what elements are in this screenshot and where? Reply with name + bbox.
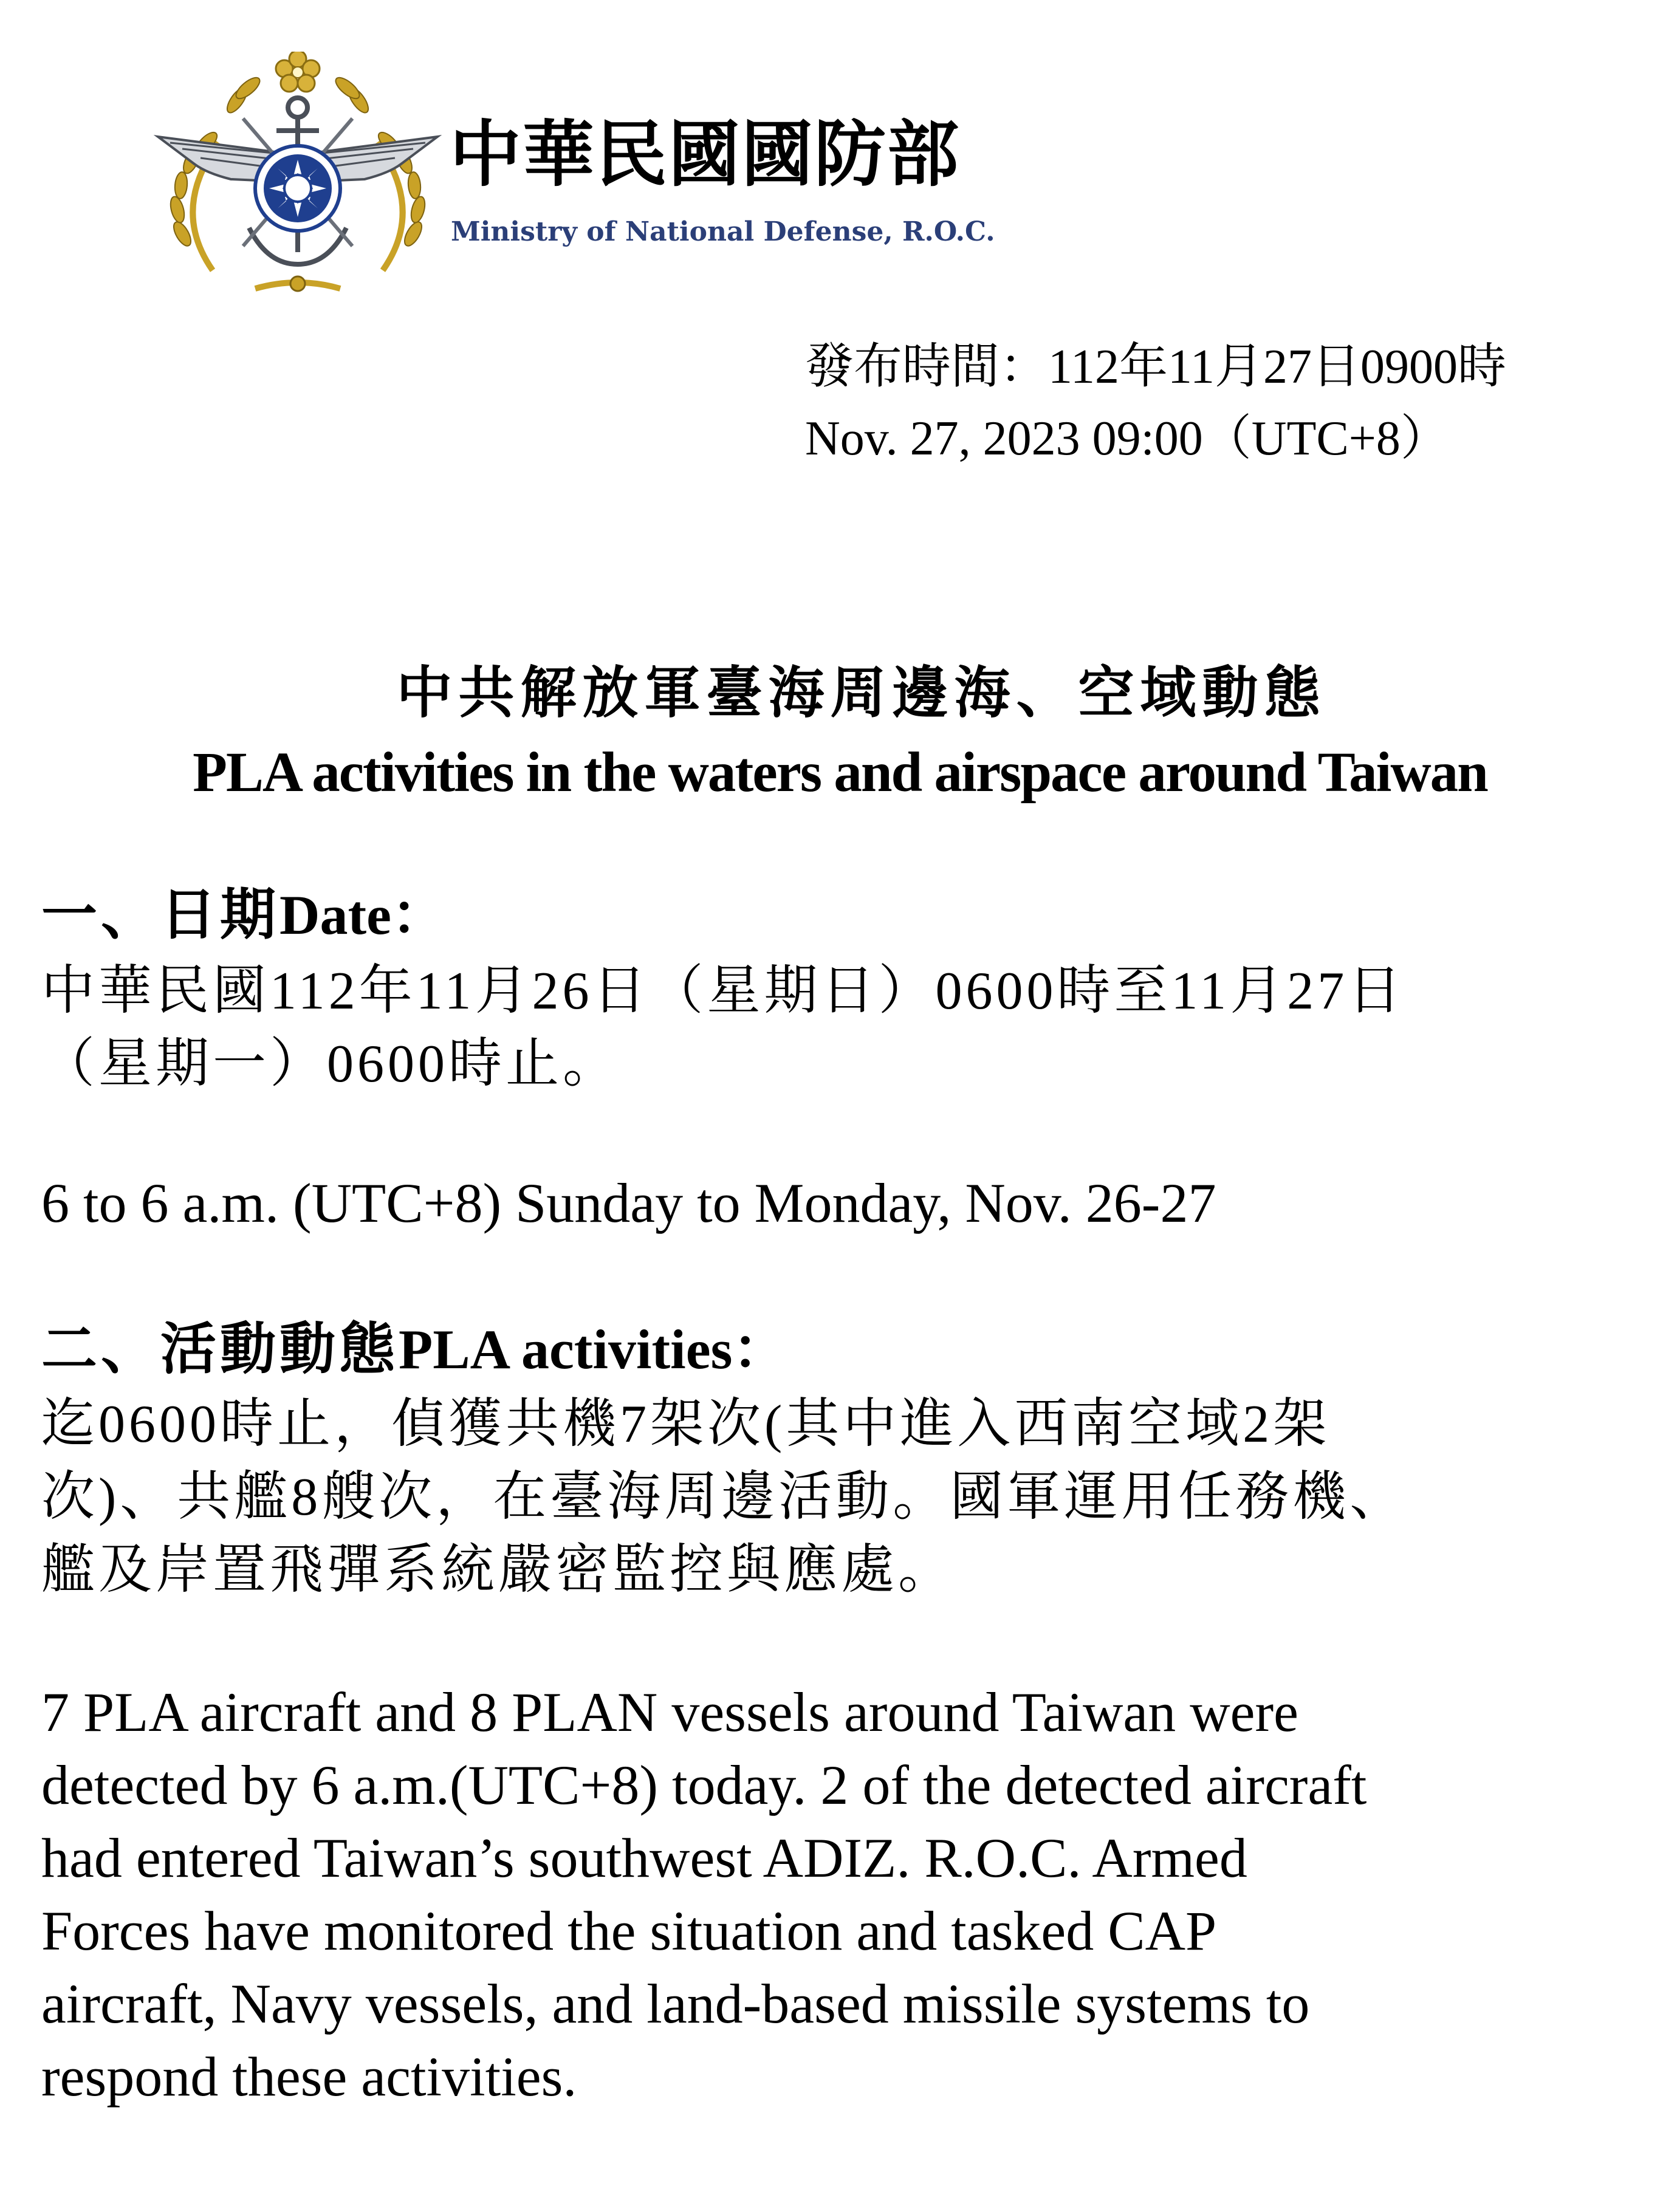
activities-paragraph-zh xyxy=(41,1388,1645,1607)
section-heading-activities-zh: 二、活動動態 xyxy=(41,1317,399,1382)
date-line-zh-1: 中華民國112年11月26日（星期日）0600時至11月27日 xyxy=(41,962,1405,1021)
release-time-en: Nov. 27, 2023 09:00（UTC+8） xyxy=(805,412,1449,465)
section-heading-activities xyxy=(41,1317,789,1382)
blue-sky-white-sun-icon xyxy=(255,146,340,231)
activities-line-en-6: respond these activities. xyxy=(41,2046,577,2108)
release-time xyxy=(805,331,1506,474)
date-paragraph-en xyxy=(41,1166,1658,1239)
activities-paragraph-en xyxy=(41,1676,1658,2113)
document-title-zh: 中共解放軍臺海周邊海、空域動態 xyxy=(396,660,1326,725)
section-heading-date xyxy=(41,882,447,947)
release-time-zh: 發布時間：112年11月27日0900時 xyxy=(805,340,1507,394)
section-heading-date-zh: 一、日期 xyxy=(41,882,280,947)
date-line-zh-2: （星期一）0600時止。 xyxy=(41,1035,620,1094)
activities-line-zh-3: 艦及岸置飛彈系統嚴密監控與應處。 xyxy=(41,1541,956,1600)
date-paragraph-zh xyxy=(41,955,1645,1101)
activities-line-en-4: Forces have monitored the situation and tasked CAP xyxy=(41,1900,1217,1962)
section-heading-date-en: Date： xyxy=(279,884,447,946)
date-line-en-1: 6 to 6 a.m. (UTC+8) Sunday to Monday, Nov. 26-27 xyxy=(41,1172,1216,1234)
activities-line-en-5: aircraft, Navy vessels, and land-based missile systems to xyxy=(41,1973,1310,2035)
activities-line-zh-2: 次)、共艦8艘次，在臺海周邊活動。國軍運用任務機、 xyxy=(41,1468,1407,1527)
section-heading-activities-en: PLA activities： xyxy=(399,1318,789,1380)
activities-line-en-2: detected by 6 a.m.(UTC+8) today. 2 of the detected aircraft xyxy=(41,1754,1367,1816)
activities-line-en-3: had entered Taiwan’s southwest ADIZ. R.O.C. Armed xyxy=(41,1827,1247,1889)
document-title-en: PLA activities in the waters and airspace around Taiwan xyxy=(193,741,1487,804)
org-name-zh: 中華民國國防部 xyxy=(450,112,961,196)
plum-blossom-icon xyxy=(276,52,320,92)
activities-line-en-1: 7 PLA aircraft and 8 PLAN vessels around Taiwan were xyxy=(41,1681,1298,1743)
mnd-roc-emblem-icon xyxy=(146,52,450,307)
org-name-en: Ministry of National Defense, R.O.C. xyxy=(451,216,995,247)
activities-line-zh-1: 迄0600時止，偵獲共機7架次(其中進入西南空域2架 xyxy=(41,1395,1331,1454)
ribbon-icon xyxy=(255,276,340,291)
